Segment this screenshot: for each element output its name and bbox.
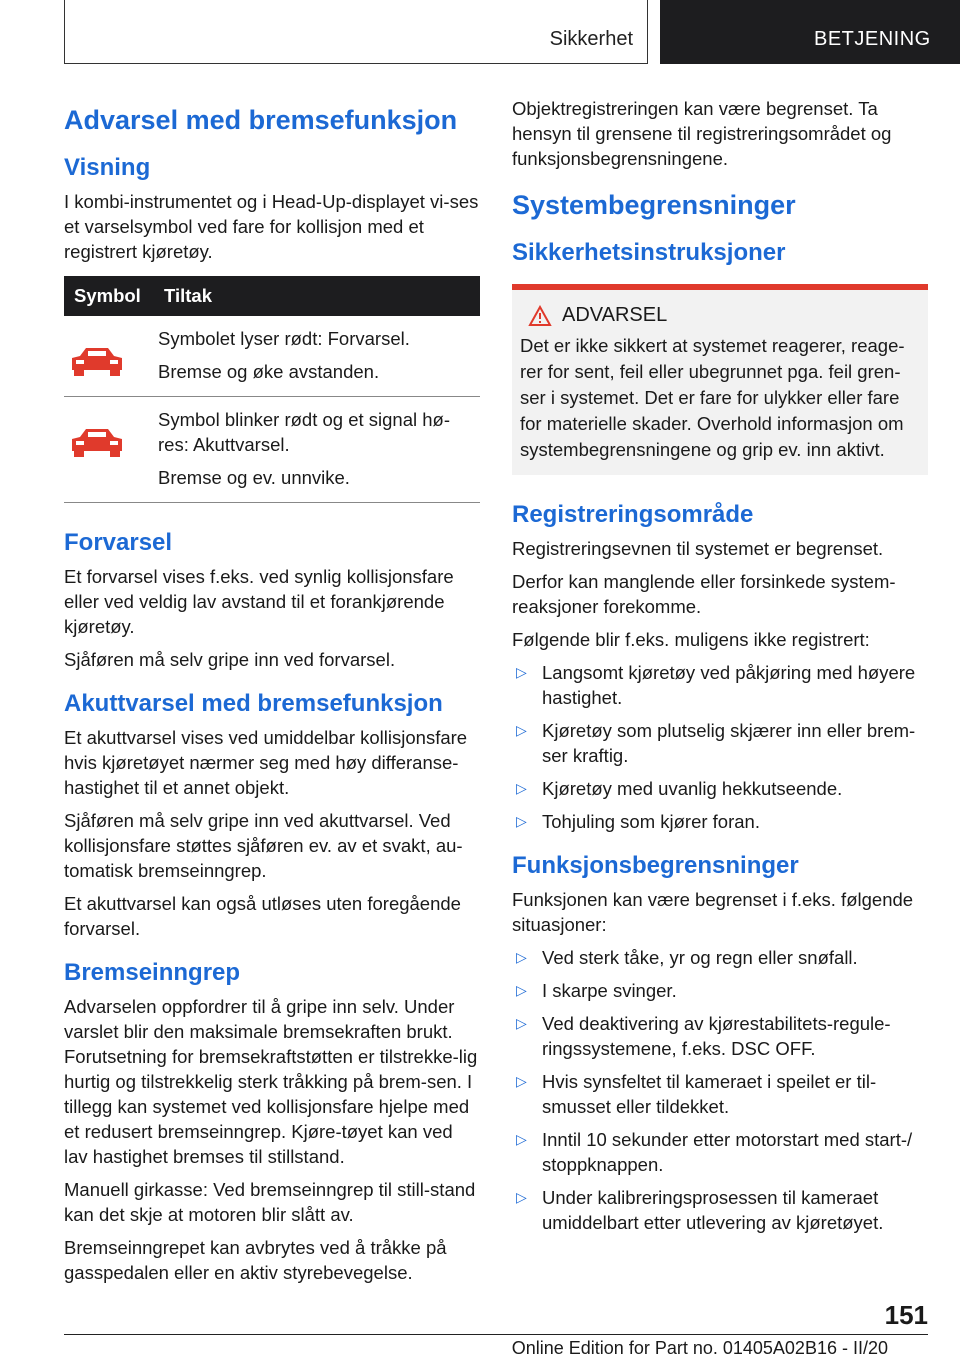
brems-p3: Bremseinngrepet kan avbrytes ved å tråkke på gasspedalen eller en aktiv styrebevegelse. — [64, 1236, 447, 1283]
reg-p3: Følgende blir f.eks. muligens ikke registrert: — [512, 628, 870, 650]
section-title-visning: Visning — [64, 154, 151, 182]
triangle-bullet-icon: ▷ — [516, 1072, 527, 1089]
reg-list — [512, 660, 928, 834]
table-row — [64, 397, 480, 503]
warning-box — [512, 284, 928, 475]
forvarsel-p1: Et forvarsel vises f.eks. ved synlig kollisjonsfare eller ved veldig lav avstand til et forankjørende kjøretøy. — [64, 565, 454, 637]
page-title: Advarsel med bremsefunksjon — [64, 105, 458, 135]
list-item: ▷ Tohjuling som kjører foran. — [516, 810, 760, 832]
edition-text: Online Edition for Part no. 01405A02B16 - II/20 — [511, 1338, 888, 1358]
list-item: ▷ I skarpe svinger. — [516, 979, 677, 1001]
list-item: ▷ Ved deaktivering av kjørestabilitets-regule-ringssystemene, f.eks. DSC OFF. — [516, 1012, 891, 1059]
footer-divider — [64, 1334, 928, 1335]
section-title-funksjon: Funksjonsbegrensninger — [512, 851, 799, 879]
triangle-bullet-icon: ▷ — [516, 1014, 527, 1031]
triangle-bullet-icon: ▷ — [516, 663, 527, 680]
triangle-bullet-icon: ▷ — [516, 948, 527, 965]
row2-line1: Symbol blinker rødt og et signal hø-res: Akuttvarsel. — [158, 409, 451, 456]
funk-list — [512, 945, 928, 1235]
table-row — [64, 316, 480, 397]
list-item: ▷ Langsomt kjøretøy ved påkjøring med høyere hastighet. — [516, 661, 916, 708]
row2-line2: Bremse og ev. unnvike. — [158, 467, 350, 489]
car-warning-icon — [68, 344, 126, 378]
section-title-akutt: Akuttvarsel med bremsefunksjon — [64, 689, 443, 717]
akutt-p1: Et akuttvarsel vises ved umiddelbar kollisjonsfare hvis kjøretøyet nærmer seg med høy differanse-hastighet til et annet objekt. — [64, 726, 468, 798]
symbol-table — [64, 276, 480, 503]
row1-line1: Symbolet lyser rødt: Forvarsel. — [158, 328, 410, 350]
akutt-p2: Sjåføren må selv gripe inn ved akuttvarsel. Ved kollisjonsfare støttes sjåføren ev. av et svakt, au-tomatisk bremseinngrep. — [64, 809, 463, 881]
triangle-bullet-icon: ▷ — [516, 779, 527, 796]
header-section-box — [64, 0, 648, 64]
left-column — [64, 96, 480, 1293]
list-item: ▷ Ved sterk tåke, yr og regn eller snøfall. — [516, 946, 858, 968]
section-title-brems: Bremseinngrep — [64, 958, 241, 986]
reg-p1: Registreringsevnen til systemet er begrenset. — [512, 537, 884, 559]
triangle-bullet-icon: ▷ — [516, 812, 527, 829]
visning-text: I kombi-instrumentet og i Head-Up-displayet vi-ses et varselsymbol ved fare for kollisjon med et registrert kjøretøy. — [64, 191, 479, 263]
warning-label: ADVARSEL — [562, 304, 668, 327]
header-section: Sikkerhet — [549, 28, 633, 50]
header-chapter-tab — [660, 0, 960, 64]
row1-line2: Bremse og øke avstanden. — [158, 361, 380, 383]
brems-p1: Advarselen oppfordrer til å gripe inn selv. Under varslet blir den maksimale bremsekraften brukt. Forutsetning for bremsekraftstøtten er tilstrekke-lig hurtig og tilstrekkelig sterk tråkking på brem-sen. I tillegg kan systemet ved kollisjonsfare hjelpe med et redusert bremseinngrep. Kjøre-tøyet kan ved lav hastighet bremses til stillstand. — [64, 995, 478, 1167]
forvarsel-p2: Sjåføren må selv gripe inn ved forvarsel. — [64, 648, 396, 670]
list-item: ▷ Hvis synsfeltet til kameraet i speilet er til-smusset eller tildekket. — [516, 1070, 877, 1117]
page-number: 151 — [884, 1300, 928, 1330]
warning-text: Det er ikke sikkert at systemet reagerer, reage-rer for sent, feil eller ubegrunnet pga. feil gren-ser i systemet. Det er fare for ulykker eller fare for materielle skader. Overhold informasjon om systembegrensningene og grip ev. inn aktivt. — [520, 335, 905, 461]
triangle-bullet-icon: ▷ — [516, 981, 527, 998]
header-chapter: BETJENING — [814, 28, 931, 50]
list-item: ▷ Kjøretøy som plutselig skjærer inn eller brem-ser kraftig. — [516, 719, 916, 766]
table-header-tiltak: Tiltak — [154, 276, 480, 316]
table-header-symbol: Symbol — [64, 276, 154, 316]
intro-text: Objektregistreringen kan være begrenset. Ta hensyn til grensene til registreringsområdet og funksjonsbegrensningene. — [512, 98, 892, 169]
list-item: ▷ Inntil 10 sekunder etter motorstart med start-/ stoppknappen. — [516, 1128, 913, 1175]
section-title-forvarsel: Forvarsel — [64, 529, 173, 557]
list-item: ▷ Under kalibreringsprosessen til kameraet umiddelbart etter utlevering av kjøretøyet. — [516, 1186, 884, 1233]
car-warning-flash-icon — [68, 425, 126, 459]
section-title-registrering: Registreringsområde — [512, 501, 754, 529]
triangle-bullet-icon: ▷ — [516, 1188, 527, 1205]
akutt-p3: Et akuttvarsel kan også utløses uten foregående forvarsel. — [64, 892, 461, 939]
brems-p2: Manuell girkasse: Ved bremseinngrep til still-stand kan det skje at motoren blir slått av. — [64, 1178, 476, 1225]
warning-triangle-icon — [528, 305, 552, 327]
triangle-bullet-icon: ▷ — [516, 721, 527, 738]
funk-p1: Funksjonen kan være begrenset i f.eks. følgende situasjoner: — [512, 888, 914, 935]
right-column — [512, 96, 928, 1243]
section-title-sikkerhet: Sikkerhetsinstruksjoner — [512, 239, 786, 267]
triangle-bullet-icon: ▷ — [516, 1130, 527, 1147]
reg-p2: Derfor kan manglende eller forsinkede system-reaksjoner forekomme. — [512, 570, 896, 617]
list-item: ▷ Kjøretøy med uvanlig hekkutseende. — [516, 777, 843, 799]
section-title-systembegrensninger: Systembegrensninger — [512, 190, 796, 220]
